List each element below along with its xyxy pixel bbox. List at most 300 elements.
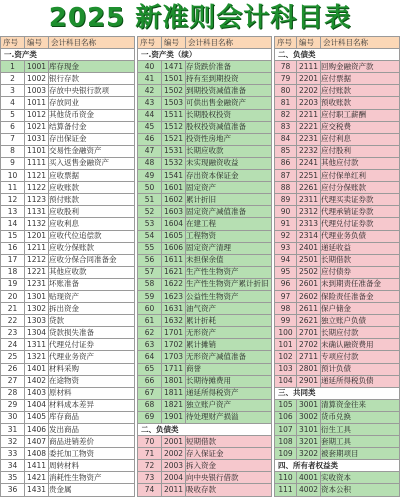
table-row xyxy=(275,170,400,182)
table-row xyxy=(138,327,272,339)
row-name: 累计摊销 xyxy=(186,339,272,351)
row-name: 短期借款 xyxy=(186,436,272,448)
row-seq: 67 xyxy=(138,387,162,399)
row-seq: 73 xyxy=(138,472,162,484)
row-seq: 5 xyxy=(1,109,25,121)
row-code: 1123 xyxy=(25,194,49,206)
row-name: 无形资产减值准备 xyxy=(186,351,272,363)
row-code: 1002 xyxy=(25,73,49,85)
row-seq: 97 xyxy=(275,290,297,302)
row-name: 在途物资 xyxy=(49,375,135,387)
row-name: 递延所得税资产 xyxy=(186,387,272,399)
row-name: 被套期项目 xyxy=(321,448,400,460)
section-title: 一.资产类（续） xyxy=(138,49,272,61)
row-seq: 13 xyxy=(1,206,25,218)
row-seq: 64 xyxy=(138,351,162,363)
row-code: 1632 xyxy=(162,315,186,327)
row-name: 代理买卖证券款 xyxy=(321,194,400,206)
row-seq: 52 xyxy=(138,206,162,218)
row-seq: 111 xyxy=(275,484,297,496)
row-name: 长期待摊费用 xyxy=(186,375,272,387)
row-seq: 61 xyxy=(138,315,162,327)
row-code: 1403 xyxy=(25,387,49,399)
table-row xyxy=(275,121,400,133)
row-code: 2004 xyxy=(162,472,186,484)
table-row xyxy=(1,157,135,169)
row-name: 应收代位追偿款 xyxy=(49,230,135,242)
row-seq: 54 xyxy=(138,230,162,242)
row-name: 待处理财产损溢 xyxy=(186,411,272,423)
row-seq: 1 xyxy=(1,61,25,73)
row-seq: 28 xyxy=(1,387,25,399)
table-row xyxy=(275,254,400,266)
row-code: 1406 xyxy=(25,424,49,436)
row-code: 1604 xyxy=(162,218,186,230)
row-seq: 41 xyxy=(138,73,162,85)
table-row xyxy=(138,109,272,121)
table-row xyxy=(1,448,135,460)
row-seq: 110 xyxy=(275,472,297,484)
row-code: 1623 xyxy=(162,290,186,302)
row-code: 1011 xyxy=(25,97,49,109)
row-name: 存放中央银行款项 xyxy=(49,85,135,97)
row-code: 1711 xyxy=(162,363,186,375)
row-code: 1702 xyxy=(162,339,186,351)
row-name: 衍生工具 xyxy=(321,424,400,436)
row-seq: 90 xyxy=(275,206,297,218)
row-seq: 45 xyxy=(138,121,162,133)
section-header-row xyxy=(275,387,400,399)
table-row xyxy=(275,411,400,423)
table-row xyxy=(138,73,272,85)
row-seq: 100 xyxy=(275,327,297,339)
section-header-row xyxy=(1,49,135,61)
row-name: 拆出资金 xyxy=(49,303,135,315)
table-row xyxy=(1,424,135,436)
row-seq: 98 xyxy=(275,303,297,315)
row-name: 存出资本保证金 xyxy=(186,170,272,182)
table-row xyxy=(275,472,400,484)
table-row xyxy=(138,85,272,97)
row-seq: 69 xyxy=(138,411,162,423)
row-name: 其他应收款 xyxy=(49,266,135,278)
row-seq: 27 xyxy=(1,375,25,387)
row-name: 固定资产 xyxy=(186,182,272,194)
table-row xyxy=(138,145,272,157)
row-code: 1012 xyxy=(25,109,49,121)
row-code: 1408 xyxy=(25,448,49,460)
row-name: 工程物资 xyxy=(186,230,272,242)
row-name: 应付职工薪酬 xyxy=(321,109,400,121)
row-name: 发出商品 xyxy=(49,424,135,436)
row-code: 1401 xyxy=(25,363,49,375)
row-name: 长期应付款 xyxy=(321,327,400,339)
table-row xyxy=(138,133,272,145)
row-name: 向中央银行借款 xyxy=(186,472,272,484)
table-row xyxy=(138,206,272,218)
table-row xyxy=(275,448,400,460)
row-code: 1212 xyxy=(25,254,49,266)
table-row xyxy=(1,351,135,363)
row-name: 存出保证金 xyxy=(49,133,135,145)
table-row xyxy=(1,399,135,411)
row-seq: 46 xyxy=(138,133,162,145)
table-row xyxy=(275,97,400,109)
row-seq: 24 xyxy=(1,339,25,351)
row-code: 2011 xyxy=(162,484,186,496)
row-seq: 84 xyxy=(275,133,297,145)
row-name: 材料成本差异 xyxy=(49,399,135,411)
row-code: 1471 xyxy=(162,61,186,73)
row-name: 在建工程 xyxy=(186,218,272,230)
page-title: 2025 新准则会计科目表 xyxy=(48,3,352,33)
table-row xyxy=(138,266,272,278)
row-code: 1404 xyxy=(25,399,49,411)
row-name: 资本公积 xyxy=(321,484,400,496)
table-row xyxy=(138,351,272,363)
table-row xyxy=(1,109,135,121)
row-seq: 62 xyxy=(138,327,162,339)
row-seq: 34 xyxy=(1,460,25,472)
row-seq: 18 xyxy=(1,266,25,278)
table-row xyxy=(138,387,272,399)
table-row xyxy=(275,182,400,194)
section-title: 一.资产类 xyxy=(1,49,135,61)
row-code: 1531 xyxy=(162,145,186,157)
row-name: 委托加工物资 xyxy=(49,448,135,460)
row-seq: 19 xyxy=(1,278,25,290)
table-row xyxy=(1,472,135,484)
section-header-row xyxy=(138,424,272,436)
table-row xyxy=(138,278,272,290)
row-code: 2261 xyxy=(297,182,321,194)
header-seq: 序号 xyxy=(275,37,297,49)
row-seq: 83 xyxy=(275,121,297,133)
row-name: 公益性生物资产 xyxy=(186,290,272,302)
row-code: 2313 xyxy=(297,218,321,230)
table-row xyxy=(275,278,400,290)
row-name: 保险责任准备金 xyxy=(321,290,400,302)
row-name: 应交税费 xyxy=(321,121,400,133)
row-seq: 82 xyxy=(275,109,297,121)
row-code: 1502 xyxy=(162,85,186,97)
row-code: 1421 xyxy=(25,472,49,484)
row-name: 拆入资金 xyxy=(186,460,272,472)
row-code: 1501 xyxy=(162,73,186,85)
table-row xyxy=(1,363,135,375)
row-seq: 53 xyxy=(138,218,162,230)
row-name: 应付分保账款 xyxy=(321,182,400,194)
row-seq: 30 xyxy=(1,411,25,423)
row-code: 1201 xyxy=(25,230,49,242)
row-name: 其他应付款 xyxy=(321,157,400,169)
row-seq: 2 xyxy=(1,73,25,85)
row-name: 未实现融资收益 xyxy=(186,157,272,169)
row-seq: 26 xyxy=(1,363,25,375)
row-seq: 65 xyxy=(138,363,162,375)
table-row xyxy=(275,85,400,97)
row-code: 2702 xyxy=(297,339,321,351)
section-title: 二、负债类 xyxy=(138,424,272,436)
row-seq: 29 xyxy=(1,399,25,411)
table-row xyxy=(1,278,135,290)
row-name: 代理承销证券款 xyxy=(321,206,400,218)
row-name: 未到期责任准备金 xyxy=(321,278,400,290)
row-name: 回购金融资产款 xyxy=(321,61,400,73)
row-seq: 32 xyxy=(1,436,25,448)
row-seq: 68 xyxy=(138,399,162,411)
table-row xyxy=(275,351,400,363)
row-name: 预计负债 xyxy=(321,363,400,375)
row-code: 1821 xyxy=(162,399,186,411)
row-seq: 6 xyxy=(1,121,25,133)
row-code: 1606 xyxy=(162,242,186,254)
row-code: 1512 xyxy=(162,121,186,133)
table-row xyxy=(138,170,272,182)
row-name: 原材料 xyxy=(49,387,135,399)
row-seq: 95 xyxy=(275,266,297,278)
table-row xyxy=(1,436,135,448)
row-code: 2231 xyxy=(297,133,321,145)
row-seq: 91 xyxy=(275,218,297,230)
row-code: 1811 xyxy=(162,387,186,399)
row-seq: 11 xyxy=(1,182,25,194)
row-seq: 25 xyxy=(1,351,25,363)
row-code: 2502 xyxy=(297,266,321,278)
section-title: 二、负债类 xyxy=(275,49,400,61)
row-seq: 56 xyxy=(138,254,162,266)
row-code: 2901 xyxy=(297,375,321,387)
row-name: 消耗性生物资产 xyxy=(49,472,135,484)
row-code: 2211 xyxy=(297,109,321,121)
table-row xyxy=(275,315,400,327)
row-name: 递延收益 xyxy=(321,242,400,254)
row-name: 股权投资减值准备 xyxy=(186,121,272,133)
row-name: 长期借款 xyxy=(321,254,400,266)
table-row xyxy=(138,157,272,169)
table-row xyxy=(275,145,400,157)
row-name: 应收票据 xyxy=(49,170,135,182)
row-name: 存入保证金 xyxy=(186,448,272,460)
row-code: 1801 xyxy=(162,375,186,387)
row-seq: 88 xyxy=(275,182,297,194)
table-row xyxy=(275,61,400,73)
header-seq: 序号 xyxy=(138,37,162,49)
table-row xyxy=(1,315,135,327)
row-seq: 16 xyxy=(1,242,25,254)
row-code: 2202 xyxy=(297,85,321,97)
row-code: 2312 xyxy=(297,206,321,218)
table-row xyxy=(138,363,272,375)
table-row xyxy=(138,399,272,411)
table-row xyxy=(1,266,135,278)
row-code: 1131 xyxy=(25,206,49,218)
row-name: 库存商品 xyxy=(49,411,135,423)
table-row xyxy=(275,109,400,121)
row-code: 2203 xyxy=(297,97,321,109)
row-name: 累计折旧 xyxy=(186,194,272,206)
table-column-3 xyxy=(274,36,400,497)
table-row xyxy=(138,97,272,109)
row-code: 1621 xyxy=(162,266,186,278)
row-code: 2621 xyxy=(297,315,321,327)
row-seq: 102 xyxy=(275,351,297,363)
row-seq: 58 xyxy=(138,278,162,290)
row-seq: 14 xyxy=(1,218,25,230)
table-row xyxy=(138,230,272,242)
row-name: 应付债券 xyxy=(321,266,400,278)
row-name: 长期股权投资 xyxy=(186,109,272,121)
table-row xyxy=(1,339,135,351)
row-seq: 22 xyxy=(1,315,25,327)
row-code: 4002 xyxy=(297,484,321,496)
row-seq: 93 xyxy=(275,242,297,254)
row-seq: 94 xyxy=(275,254,297,266)
table-row xyxy=(1,254,135,266)
row-name: 结算备付金 xyxy=(49,121,135,133)
table-row xyxy=(1,484,135,496)
row-name: 吸收存款 xyxy=(186,484,272,496)
account-table xyxy=(0,36,400,495)
row-seq: 23 xyxy=(1,327,25,339)
table-row xyxy=(1,327,135,339)
row-name: 到期投资减值准备 xyxy=(186,85,272,97)
row-code: 1602 xyxy=(162,194,186,206)
table-row xyxy=(1,303,135,315)
row-code: 1211 xyxy=(25,242,49,254)
row-code: 1407 xyxy=(25,436,49,448)
row-code: 1003 xyxy=(25,85,49,97)
table-row xyxy=(138,436,272,448)
row-seq: 107 xyxy=(275,424,297,436)
row-seq: 103 xyxy=(275,363,297,375)
table-row xyxy=(138,121,272,133)
table-row xyxy=(138,218,272,230)
row-seq: 21 xyxy=(1,303,25,315)
row-code: 1111 xyxy=(25,157,49,169)
row-code: 2241 xyxy=(297,157,321,169)
row-name: 周转材料 xyxy=(49,460,135,472)
row-code: 2221 xyxy=(297,121,321,133)
row-seq: 9 xyxy=(1,157,25,169)
row-code: 1511 xyxy=(162,109,186,121)
row-seq: 99 xyxy=(275,315,297,327)
row-seq: 50 xyxy=(138,182,162,194)
row-name: 应收分保账款 xyxy=(49,242,135,254)
row-code: 2701 xyxy=(297,327,321,339)
table-row xyxy=(1,133,135,145)
row-name: 货币兑换 xyxy=(321,411,400,423)
row-code: 1541 xyxy=(162,170,186,182)
table-row xyxy=(138,472,272,484)
row-name: 油气资产 xyxy=(186,303,272,315)
row-code: 4001 xyxy=(297,472,321,484)
row-seq: 74 xyxy=(138,484,162,496)
row-seq: 71 xyxy=(138,448,162,460)
row-code: 1703 xyxy=(162,351,186,363)
row-code: 1221 xyxy=(25,266,49,278)
row-seq: 105 xyxy=(275,399,297,411)
row-code: 3101 xyxy=(297,424,321,436)
row-name: 应收账款 xyxy=(49,182,135,194)
table-row xyxy=(138,339,272,351)
row-name: 应付利息 xyxy=(321,133,400,145)
row-name: 商誉 xyxy=(186,363,272,375)
row-code: 2601 xyxy=(297,278,321,290)
row-code: 2801 xyxy=(297,363,321,375)
row-code: 2611 xyxy=(297,303,321,315)
row-code: 2711 xyxy=(297,351,321,363)
row-name: 累计折耗 xyxy=(186,315,272,327)
row-seq: 12 xyxy=(1,194,25,206)
row-code: 1611 xyxy=(162,254,186,266)
row-name: 清算资金往来 xyxy=(321,399,400,411)
table-row xyxy=(138,290,272,302)
row-code: 1121 xyxy=(25,170,49,182)
row-seq: 20 xyxy=(1,290,25,302)
table-row xyxy=(1,145,135,157)
row-name: 贵金属 xyxy=(49,484,135,496)
row-name: 贷款 xyxy=(49,315,135,327)
row-name: 存货跌价准备 xyxy=(186,61,272,73)
row-code: 1411 xyxy=(25,460,49,472)
row-code: 1021 xyxy=(25,121,49,133)
row-seq: 31 xyxy=(1,424,25,436)
row-name: 代理业务负债 xyxy=(321,230,400,242)
table-row xyxy=(275,363,400,375)
row-name: 库存现金 xyxy=(49,61,135,73)
row-name: 坏账准备 xyxy=(49,278,135,290)
row-name: 套期工具 xyxy=(321,436,400,448)
row-name: 专项应付款 xyxy=(321,351,400,363)
row-name: 买入返售金融资产 xyxy=(49,157,135,169)
row-seq: 33 xyxy=(1,448,25,460)
row-name: 代理业务资产 xyxy=(49,351,135,363)
row-code: 1321 xyxy=(25,351,49,363)
row-seq: 7 xyxy=(1,133,25,145)
row-code: 2001 xyxy=(162,436,186,448)
row-name: 贷款损失准备 xyxy=(49,327,135,339)
table-row xyxy=(275,399,400,411)
row-code: 1503 xyxy=(162,97,186,109)
row-name: 预付账款 xyxy=(49,194,135,206)
table-row xyxy=(275,206,400,218)
row-name: 应付票据 xyxy=(321,73,400,85)
row-code: 3002 xyxy=(297,411,321,423)
row-name: 投资性房地产 xyxy=(186,133,272,145)
row-name: 应付保单红利 xyxy=(321,170,400,182)
row-name: 代理兑付证券 xyxy=(49,339,135,351)
row-code: 2003 xyxy=(162,460,186,472)
row-seq: 78 xyxy=(275,61,297,73)
row-code: 3201 xyxy=(297,436,321,448)
row-seq: 108 xyxy=(275,436,297,448)
header-seq: 序号 xyxy=(1,37,25,49)
row-seq: 49 xyxy=(138,170,162,182)
table-row xyxy=(275,424,400,436)
section-title: 三、共同类 xyxy=(275,387,400,399)
row-seq: 4 xyxy=(1,97,25,109)
section-header-row xyxy=(138,49,272,61)
row-code: 1302 xyxy=(25,303,49,315)
row-code: 1101 xyxy=(25,145,49,157)
row-seq: 70 xyxy=(138,436,162,448)
row-seq: 87 xyxy=(275,170,297,182)
table-row xyxy=(275,230,400,242)
table-row xyxy=(275,290,400,302)
table-row xyxy=(275,218,400,230)
row-seq: 72 xyxy=(138,460,162,472)
